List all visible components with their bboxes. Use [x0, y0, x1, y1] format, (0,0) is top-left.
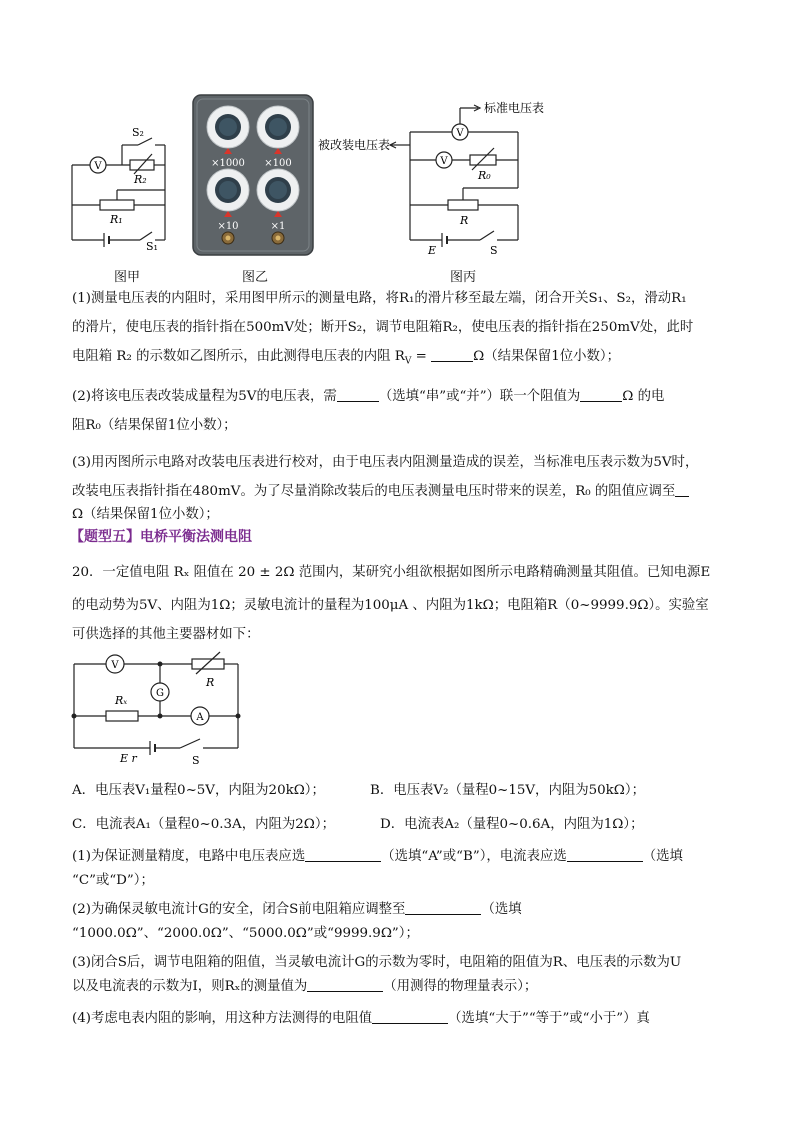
q20-bridge-circuit	[60, 648, 260, 768]
caption-bing: 图丙	[450, 270, 477, 285]
jia-r1-label: R₁	[110, 213, 123, 226]
subq-1: (1)为保证测量精度，电路中电压表应选 （选填“A”或“B”），电流表应选 （选填	[72, 842, 732, 871]
caption-jia: 图甲	[114, 270, 141, 285]
q20-v-label: V	[111, 660, 119, 671]
subq-2-cont: “1000.0Ω”、“2000.0Ω”、“5000.0Ω”或“9999.9Ω”）；	[72, 926, 419, 941]
q20-r-label: R	[206, 676, 215, 689]
paragraph-line: 电阻箱 R₂ 的示数如乙图所示，由此测得电压表的内阻 $R_V = \Omega$（结果保留1位小数）；	[72, 342, 732, 377]
q20-a-label: A	[196, 712, 204, 723]
q20-line: 20．一定值电阻 Rₓ 阻值在 20 ± 2Ω 范围内，某研究小组欲根据如图所示电路精确测量其阻值。已知电源E	[72, 565, 711, 580]
subq-3: (3)闭合S后，调节电阻箱的阻值，当灵敏电流计G的示数为零时，电阻箱的阻值为R、电压表的示数为U	[72, 955, 682, 970]
subq-3-cont: 以及电流表的示数为I，则Rₓ的测量值为 （用测得的物理量表示）；	[72, 972, 732, 1001]
answer-blank-rx-expression[interactable]	[307, 975, 383, 992]
subq-1-cont: “C”或“D”）；	[72, 873, 154, 888]
circuit-figures	[0, 90, 800, 290]
terminal-left[interactable]	[222, 232, 234, 244]
q20-g-label: G	[156, 688, 164, 699]
q20-s-label: S	[192, 754, 200, 767]
dial-label-x10: ×10	[217, 221, 239, 232]
caption-yi: 图乙	[242, 270, 269, 285]
q20-line: 可供选择的其他主要器材如下：	[72, 627, 260, 642]
dial-label-x1: ×1	[270, 221, 286, 232]
bing-mod-v-label: V	[440, 156, 448, 167]
jia-s2-label: S₂	[132, 126, 144, 139]
option-a[interactable]: A．电压表V₁量程0~5V，内阻为20kΩ）；	[72, 783, 325, 798]
paragraph-line: 改装电压表指针指在480mV。为了尽量消除改装后的电压表测量电压时带来的误差，R₀ 的阻值应调至	[72, 477, 732, 506]
paragraph-line: 阻R₀（结果保留1位小数）；	[72, 418, 237, 433]
option-c[interactable]: C．电流表A₁（量程0~0.3A，内阻为2Ω）；	[72, 817, 335, 832]
q20-line: 的电动势为5V、内阻为1Ω；灵敏电流计的量程为100μA 、内阻为1kΩ；电阻箱R（0~9999.9Ω）。实验室	[72, 598, 709, 613]
jia-s1-label: S₁	[146, 240, 158, 253]
bing-r-label: R	[460, 214, 469, 227]
option-b[interactable]: B．电压表V₂（量程0~15V，内阻为50kΩ）；	[370, 783, 645, 798]
q20-er-label: E r	[120, 752, 137, 765]
subq-2: (2)为确保灵敏电流计G的安全，闭合S前电阻箱应调整至 （选填	[72, 895, 732, 924]
q20-rx-label: Rₓ	[115, 694, 128, 707]
answer-blank-resistance[interactable]	[580, 385, 622, 402]
bing-r0-label: R₀	[478, 169, 491, 182]
dial-label-x1000: ×1000	[211, 158, 245, 169]
paragraph-line: (2)将该电压表改装成量程为5V的电压表，需 （选填“串”或“并”）联一个阻值为 Ω 的电	[72, 382, 732, 411]
figure-jia-circuit	[72, 138, 165, 247]
answer-blank-r0[interactable]	[675, 480, 689, 497]
paragraph-line: (1)测量电压表的内阻时，采用图甲所示的测量电路，将R₁的滑片移至最左端，闭合开关S₁、S₂，滑动R₁	[72, 291, 687, 306]
answer-blank-comparison[interactable]	[372, 1007, 448, 1024]
answer-blank-ammeter[interactable]	[567, 845, 643, 862]
answer-blank-series-parallel[interactable]	[337, 385, 379, 402]
figures-row	[0, 90, 800, 290]
paragraph-line: 的滑片，使电压表的指针指在500mV处；断开S₂，调节电阻箱R₂，使电压表的指针指在250mV处，此时	[72, 320, 694, 335]
mod-meter-label: 被改装电压表	[318, 138, 391, 152]
paragraph-line: Ω（结果保留1位小数）；	[72, 507, 219, 522]
terminal-right[interactable]	[272, 232, 284, 244]
jia-v-label: V	[94, 161, 102, 172]
paragraph-line: (3)用丙图所示电路对改装电压表进行校对，由于电压表内阻测量造成的误差，当标准电压表示数为5V时，	[72, 455, 699, 470]
std-meter-label: 标准电压表	[484, 101, 545, 115]
subq-4: (4)考虑电表内阻的影响，用这种方法测得的电阻值 （选填“大于”“等于”或“小于”）真	[72, 1004, 732, 1033]
bing-std-v-label: V	[456, 128, 464, 139]
bing-s-label: S	[490, 244, 498, 257]
jia-r2-label: R₂	[134, 173, 147, 186]
option-d[interactable]: D．电流表A₂（量程0~0.6A，内阻为1Ω）；	[380, 817, 644, 832]
answer-blank-voltmeter[interactable]	[305, 845, 381, 862]
bing-e-label: E	[428, 244, 437, 257]
dial-label-x100: ×100	[264, 158, 292, 169]
section-heading: 【题型五】电桥平衡法测电阻	[70, 529, 252, 545]
figure-yi-resistance-box	[193, 95, 313, 255]
answer-blank-box-setting[interactable]	[405, 898, 481, 915]
answer-blank-rv[interactable]	[431, 345, 473, 362]
